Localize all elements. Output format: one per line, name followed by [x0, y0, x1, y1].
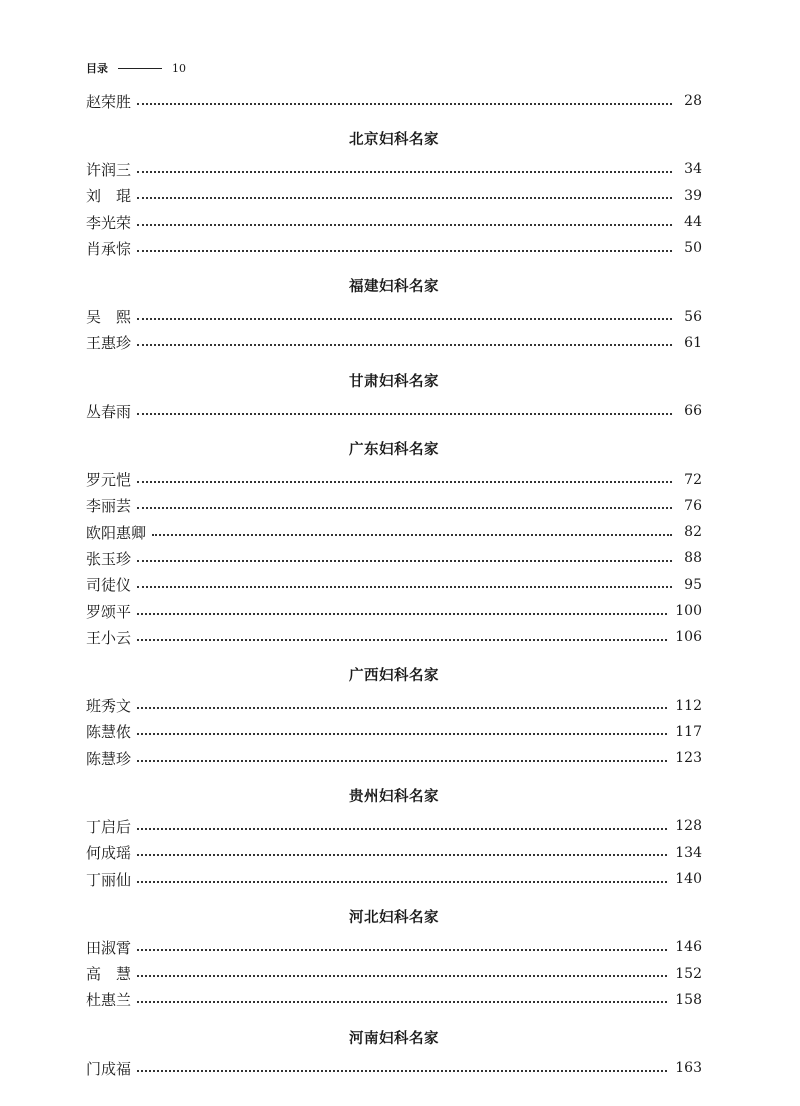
toc-entry-page-number: 106	[675, 629, 702, 646]
table-of-contents	[86, 88, 702, 1081]
toc-entry-page-number: 100	[675, 603, 702, 619]
running-header-page-number: 10	[172, 61, 186, 75]
toc-entry-page-number: 44	[684, 214, 702, 231]
toc-entry-name: 高 慧	[86, 963, 137, 984]
toc-entry-page-number: 123	[675, 750, 702, 767]
dot-leader	[137, 880, 667, 883]
toc-entry[interactable]	[86, 840, 702, 866]
toc-entry-name: 赵荣胜	[86, 91, 137, 112]
toc-entry[interactable]	[86, 398, 702, 424]
dot-leader	[137, 585, 672, 588]
section-heading: 河北妇科名家	[349, 909, 439, 926]
running-header	[86, 60, 186, 76]
toc-entry[interactable]	[86, 745, 702, 771]
toc-entry-name: 李光荣	[86, 212, 137, 233]
toc-entry-page-number: 72	[684, 471, 702, 488]
running-header-rule	[118, 68, 162, 69]
toc-entry-page-number: 61	[684, 334, 702, 351]
toc-entry[interactable]	[86, 303, 702, 329]
dot-leader	[137, 974, 667, 977]
toc-entry-page-number: 50	[684, 240, 702, 257]
dot-leader	[137, 612, 667, 615]
toc-entry-name: 丛春雨	[86, 401, 137, 422]
toc-entry-page-number: 39	[684, 187, 702, 204]
toc-entry-page-number: 28	[684, 93, 702, 110]
toc-entry-page-number: 34	[684, 161, 702, 178]
toc-entry[interactable]	[86, 330, 702, 356]
toc-entry-name: 王小云	[86, 627, 137, 648]
toc-entry-page-number: 82	[684, 524, 702, 541]
toc-entry[interactable]	[86, 961, 702, 987]
toc-entry[interactable]	[86, 1055, 702, 1081]
dot-leader	[137, 480, 672, 483]
toc-entry-page-number: 146	[675, 939, 702, 956]
dot-leader	[137, 196, 672, 199]
dot-leader	[137, 317, 672, 320]
section-heading: 广西妇科名家	[349, 667, 439, 684]
toc-entry[interactable]	[86, 692, 702, 718]
toc-entry[interactable]	[86, 719, 702, 745]
dot-leader	[137, 948, 667, 951]
toc-entry-name: 陈慧侬	[86, 721, 137, 742]
toc-entry-name: 许润三	[86, 159, 137, 180]
section-heading: 甘肃妇科名家	[349, 373, 439, 390]
toc-entry-name: 门成福	[86, 1058, 137, 1079]
toc-entry[interactable]	[86, 987, 702, 1013]
toc-entry[interactable]	[86, 493, 702, 519]
toc-entry-name: 罗颂平	[86, 601, 137, 622]
dot-leader	[137, 412, 672, 415]
toc-entry-name: 肖承悰	[86, 238, 137, 259]
toc-entry[interactable]	[86, 183, 702, 209]
toc-entry-name: 杜惠兰	[86, 989, 137, 1010]
toc-entry[interactable]	[86, 934, 702, 960]
toc-entry-page-number: 152	[675, 965, 702, 982]
toc-entry-name: 王惠珍	[86, 332, 137, 353]
toc-entry-name: 刘 琨	[86, 185, 137, 206]
toc-entry-name: 司徒仪	[86, 574, 137, 595]
toc-entry-page-number: 66	[684, 403, 702, 420]
dot-leader	[137, 506, 672, 509]
dot-leader	[137, 102, 672, 105]
toc-entry[interactable]	[86, 866, 702, 892]
section-heading: 北京妇科名家	[349, 131, 439, 148]
dot-leader	[137, 732, 667, 735]
toc-entry[interactable]	[86, 572, 702, 598]
toc-entry-name: 丁丽仙	[86, 869, 137, 890]
toc-entry[interactable]	[86, 545, 702, 571]
toc-entry-page-number: 163	[675, 1060, 702, 1077]
toc-entry-page-number: 95	[684, 576, 702, 593]
toc-entry[interactable]	[86, 598, 702, 624]
dot-leader	[137, 249, 672, 252]
toc-entry-page-number: 56	[684, 308, 702, 325]
toc-entry[interactable]	[86, 88, 702, 114]
dot-leader	[137, 706, 667, 709]
toc-entry-name: 田淑霄	[86, 937, 137, 958]
toc-entry[interactable]	[86, 209, 702, 235]
toc-entry-page-number: 88	[684, 550, 702, 567]
toc-entry-page-number: 76	[684, 497, 702, 514]
toc-entry-page-number: 140	[675, 871, 702, 888]
toc-entry[interactable]	[86, 466, 702, 492]
section-heading: 福建妇科名家	[349, 278, 439, 295]
section-heading: 贵州妇科名家	[349, 788, 439, 805]
toc-entry-name: 李丽芸	[86, 495, 137, 516]
dot-leader	[137, 853, 667, 856]
section-heading: 广东妇科名家	[349, 441, 439, 458]
toc-entry-name: 丁启后	[86, 816, 137, 837]
dot-leader	[137, 827, 667, 830]
running-header-title: 目录	[86, 62, 108, 75]
dot-leader	[152, 533, 672, 536]
toc-entry-name: 欧阳惠卿	[86, 522, 152, 543]
dot-leader	[137, 1069, 667, 1072]
dot-leader	[137, 638, 667, 641]
toc-entry-name: 罗元恺	[86, 469, 137, 490]
toc-entry-name: 吴 熙	[86, 306, 137, 327]
toc-entry-page-number: 134	[675, 844, 702, 861]
toc-entry-name: 张玉珍	[86, 548, 137, 569]
toc-entry-name: 何成瑶	[86, 842, 137, 863]
dot-leader	[137, 223, 672, 226]
dot-leader	[137, 559, 672, 562]
toc-entry[interactable]	[86, 235, 702, 261]
toc-entry-name: 陈慧珍	[86, 748, 137, 769]
toc-entry-page-number: 112	[675, 697, 702, 714]
section-heading: 河南妇科名家	[349, 1030, 439, 1047]
toc-entry-page-number: 117	[675, 723, 702, 740]
toc-entry-name: 班秀文	[86, 695, 137, 716]
dot-leader	[137, 1000, 667, 1003]
toc-entry[interactable]	[86, 156, 702, 182]
toc-entry[interactable]	[86, 624, 702, 650]
toc-entry-page-number: 128	[675, 818, 702, 835]
toc-entry[interactable]	[86, 519, 702, 545]
dot-leader	[137, 343, 672, 346]
toc-entry[interactable]	[86, 813, 702, 839]
dot-leader	[137, 759, 667, 762]
dot-leader	[137, 170, 672, 173]
toc-entry-page-number: 158	[675, 991, 702, 1008]
